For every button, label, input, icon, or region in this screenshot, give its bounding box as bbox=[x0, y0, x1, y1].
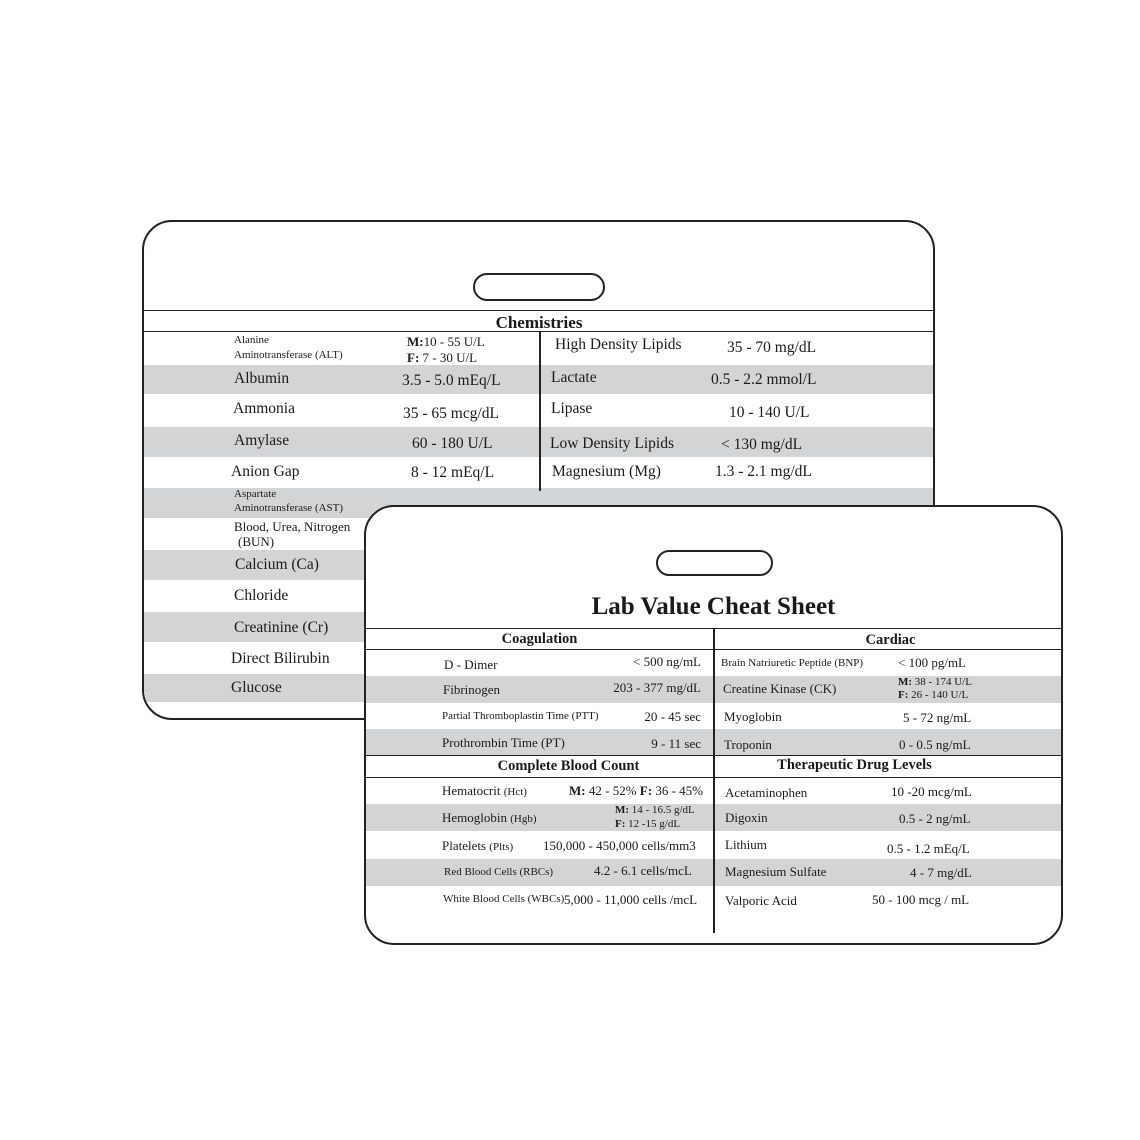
row-value: 5 - 72 ng/mL bbox=[903, 710, 972, 725]
male-label: M: bbox=[569, 783, 586, 798]
row-name: Aminotransferase (ALT) bbox=[234, 349, 343, 361]
male-value: 42 - 52% bbox=[585, 783, 637, 798]
female-value: 26 - 140 U/L bbox=[908, 689, 969, 701]
male-value: 14 - 16.5 g/dL bbox=[629, 804, 695, 816]
row-name bbox=[442, 839, 513, 853]
row-value: 8 - 12 mEq/L bbox=[411, 464, 495, 481]
row-name: Calcium (Ca) bbox=[235, 556, 319, 573]
row-value: 35 - 70 mg/dL bbox=[727, 339, 817, 356]
row-name-text: Hematocrit bbox=[442, 783, 501, 798]
row-name: Magnesium Sulfate bbox=[725, 864, 827, 879]
row-name: Valporic Acid bbox=[725, 893, 797, 908]
row-value: 10 - 140 U/L bbox=[729, 404, 810, 421]
row-value: 10 -20 mcg/mL bbox=[891, 784, 972, 799]
female-value: 12 -15 g/dL bbox=[625, 818, 681, 830]
section-header-cardiac: Cardiac bbox=[865, 632, 916, 648]
row-value: < 500 ng/mL bbox=[633, 654, 701, 669]
male-label: M: bbox=[407, 334, 424, 349]
row-name: Acetaminophen bbox=[725, 785, 808, 800]
row-name-text: Platelets bbox=[442, 838, 487, 853]
row-name: Blood, Urea, Nitrogen bbox=[234, 519, 351, 534]
row-value: 4.2 - 6.1 cells/mcL bbox=[594, 863, 692, 878]
row-value: 0.5 - 1.2 mEq/L bbox=[887, 841, 970, 856]
row-value bbox=[569, 784, 703, 797]
card-title: Lab Value Cheat Sheet bbox=[591, 593, 836, 620]
row-name bbox=[442, 784, 527, 798]
row-name: Lipase bbox=[551, 400, 593, 417]
row-name: D - Dimer bbox=[444, 657, 498, 672]
row-value: 20 - 45 sec bbox=[644, 709, 701, 724]
row-name: Direct Bilirubin bbox=[231, 650, 330, 667]
female-label: F: bbox=[639, 783, 653, 798]
row-abbr: (Hct) bbox=[503, 786, 527, 798]
section-header-coagulation: Coagulation bbox=[501, 631, 578, 647]
row-name: Anion Gap bbox=[231, 463, 300, 480]
female-label: F: bbox=[898, 689, 909, 701]
row-value bbox=[898, 690, 968, 701]
female-value: 7 - 30 U/L bbox=[419, 350, 478, 365]
row-name: Aspartate bbox=[234, 488, 277, 500]
row-name: Albumin bbox=[234, 370, 290, 387]
row-name: Partial Thromboplastin Time (PTT) bbox=[442, 710, 599, 722]
row-abbr: (Hgb) bbox=[510, 813, 537, 825]
row-name: Ammonia bbox=[233, 400, 295, 417]
row-name: Troponin bbox=[724, 737, 772, 752]
row-name: Aminotransferase (AST) bbox=[234, 502, 344, 514]
row-name: Alanine bbox=[234, 334, 269, 346]
row-value: 3.5 - 5.0 mEq/L bbox=[402, 372, 501, 389]
column-divider bbox=[713, 628, 715, 933]
column-divider bbox=[539, 331, 541, 491]
row-value: 150,000 - 450,000 cells/mm3 bbox=[543, 838, 696, 853]
divider bbox=[144, 310, 935, 311]
row-name: Low Density Lipids bbox=[550, 435, 674, 452]
badge-slot-hole bbox=[473, 273, 605, 301]
female-label: F: bbox=[407, 350, 420, 365]
row-name: High Density Lipids bbox=[555, 336, 682, 353]
row-value: 0.5 - 2.2 mmol/L bbox=[711, 371, 817, 388]
row-name: Chloride bbox=[234, 587, 289, 604]
row-name: Magnesium (Mg) bbox=[552, 463, 661, 480]
row-value bbox=[407, 335, 485, 348]
row-name: Brain Natriuretic Peptide (BNP) bbox=[721, 657, 864, 669]
section-header-therapeutic: Therapeutic Drug Levels bbox=[777, 757, 932, 773]
row-value: 0 - 0.5 ng/mL bbox=[899, 737, 971, 752]
row-name: Red Blood Cells (RBCs) bbox=[444, 866, 554, 878]
row-name: Amylase bbox=[234, 432, 290, 449]
row-value bbox=[407, 351, 477, 364]
row-name: Creatinine (Cr) bbox=[234, 619, 329, 636]
row-name: Lactate bbox=[551, 369, 597, 386]
row-name: Glucose bbox=[231, 679, 282, 696]
row-value: 203 - 377 mg/dL bbox=[613, 680, 701, 695]
row-value: < 100 pg/mL bbox=[898, 655, 966, 670]
row-value: 35 - 65 mcg/dL bbox=[403, 405, 499, 422]
female-label: F: bbox=[615, 818, 626, 830]
row-name-text: Hemoglobin bbox=[442, 810, 507, 825]
row-name: Myoglobin bbox=[724, 709, 782, 724]
section-header-cbc: Complete Blood Count bbox=[497, 758, 640, 774]
front-card bbox=[364, 505, 1063, 945]
row-value: 60 - 180 U/L bbox=[412, 435, 493, 452]
male-label: M: bbox=[898, 676, 913, 688]
male-value: 10 - 55 U/L bbox=[423, 334, 485, 349]
row-value: 0.5 - 2 ng/mL bbox=[899, 811, 971, 826]
section-title-chemistries: Chemistries bbox=[495, 313, 583, 332]
row-name: (BUN) bbox=[238, 534, 275, 549]
male-label: M: bbox=[615, 804, 630, 816]
row-name: White Blood Cells (WBCs) bbox=[443, 893, 565, 905]
row-value: 5,000 - 11,000 cells /mcL bbox=[564, 892, 698, 907]
row-value: 1.3 - 2.1 mg/dL bbox=[715, 463, 812, 480]
row-name: Prothrombin Time (PT) bbox=[442, 735, 565, 750]
row-value: 9 - 11 sec bbox=[651, 736, 701, 751]
row-value: < 130 mg/dL bbox=[721, 436, 803, 453]
row-name: Fibrinogen bbox=[443, 682, 501, 697]
row-name: Digoxin bbox=[725, 810, 768, 825]
male-value: 38 - 174 U/L bbox=[912, 676, 972, 688]
row-abbr: (Plts) bbox=[489, 841, 514, 853]
row-name: Lithium bbox=[725, 837, 767, 852]
row-name: Creatine Kinase (CK) bbox=[723, 681, 837, 696]
row-value bbox=[615, 819, 680, 830]
badge-slot-hole bbox=[656, 550, 773, 576]
row-value bbox=[898, 677, 972, 688]
row-name bbox=[442, 811, 537, 825]
row-value bbox=[615, 805, 695, 816]
row-value: 4 - 7 mg/dL bbox=[910, 865, 972, 880]
row-value: 50 - 100 mcg / mL bbox=[872, 892, 970, 907]
female-value: 36 - 45% bbox=[652, 783, 703, 798]
